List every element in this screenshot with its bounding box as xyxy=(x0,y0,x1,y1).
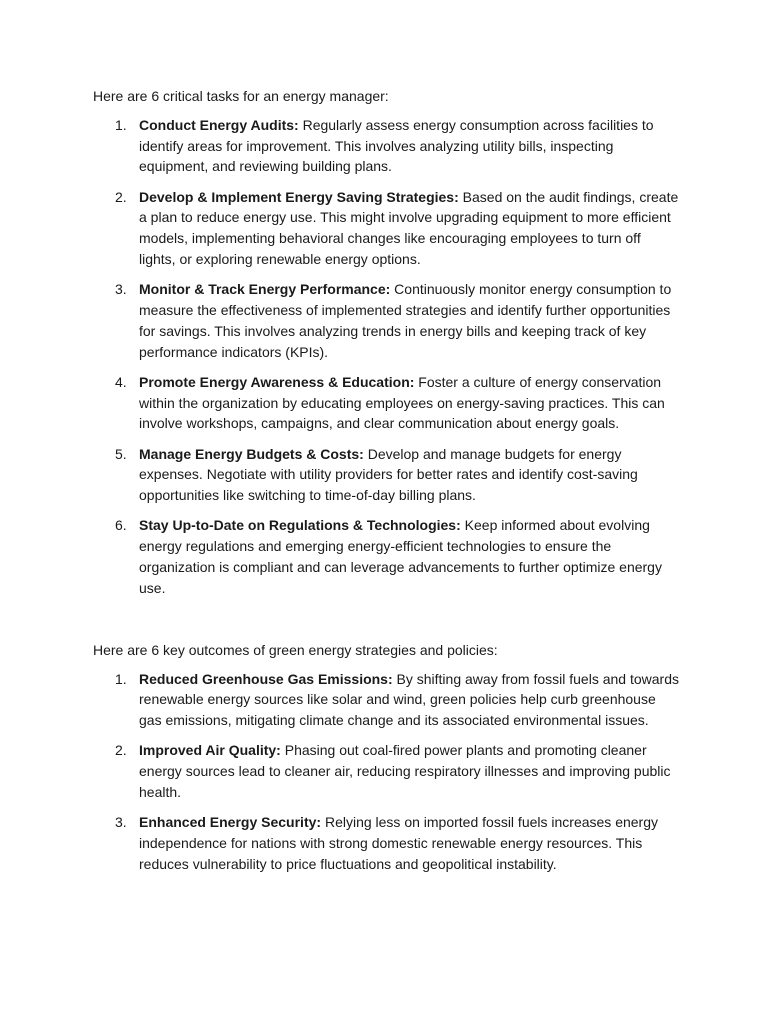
item-heading: Reduced Greenhouse Gas Emissions: xyxy=(139,670,393,687)
list-item xyxy=(93,279,679,362)
list-item xyxy=(93,187,679,270)
list-item xyxy=(93,515,679,598)
item-number: 6. xyxy=(115,517,127,534)
item-heading: Improved Air Quality: xyxy=(139,742,281,759)
item-heading: Monitor & Track Energy Performance: xyxy=(139,281,391,298)
task-list xyxy=(93,115,679,599)
list-item xyxy=(93,115,679,177)
item-text: Relying less on imported fossil fuels increases energy independence for nations with strong domestic renewable energy resources. This reduces vulnerability to price fluctuations and geopolitical instability. xyxy=(139,814,658,872)
item-heading: Develop & Implement Energy Saving Strategies: xyxy=(139,188,459,205)
section-intro-outcomes: Here are 6 key outcomes of green energy strategies and policies: xyxy=(93,641,498,658)
list-item xyxy=(93,444,679,506)
item-number: 1. xyxy=(115,670,127,687)
item-number: 3. xyxy=(115,814,127,831)
item-heading: Conduct Energy Audits: xyxy=(139,116,299,133)
item-text: Phasing out coal-fired power plants and promoting cleaner energy sources lead to cleaner air, reducing respiratory illnesses and improving public health. xyxy=(139,742,671,801)
item-heading: Stay Up-to-Date on Regulations & Technologies: xyxy=(139,517,461,534)
outcome-list xyxy=(93,669,679,875)
item-number: 1. xyxy=(115,116,127,133)
item-text: Develop and manage budgets for energy expenses. Negotiate with utility providers for better rates and identify cost-saving opportunities like switching to time-of-day billing plans. xyxy=(139,445,638,504)
item-number: 4. xyxy=(115,373,127,390)
item-number: 2. xyxy=(115,188,127,205)
list-item xyxy=(93,812,679,874)
item-text: By shifting away from fossil fuels and towards renewable energy sources like solar and wind, green policies help curb greenhouse gas emissions, mitigating climate change and its associated environmental issues. xyxy=(139,670,679,729)
item-text: Continuously monitor energy consumption to measure the effectiveness of implemented strategies and identify further opportunities for savings. This involves analyzing trends in energy bills and keeping track of key performance indicators (KPIs). xyxy=(139,281,672,360)
section-spacer xyxy=(93,608,679,640)
item-text: Foster a culture of energy conservation within the organization by educating employees on energy-saving practices. This can involve workshops, campaigns, and clear communication about energy goals. xyxy=(139,373,665,432)
item-text: Keep informed about evolving energy regulations and emerging energy-efficient technologies to ensure the organization is compliant and can leverage advancements to further optimize energy use. xyxy=(139,517,662,596)
list-item xyxy=(93,372,679,434)
item-text: Based on the audit findings, create a plan to reduce energy use. This might involve upgrading equipment to more efficient models, implementing behavioral changes like encouraging employees to turn off lights, or exploring renewable energy options. xyxy=(139,188,679,267)
item-number: 3. xyxy=(115,281,127,298)
item-heading: Promote Energy Awareness & Education: xyxy=(139,373,415,390)
item-number: 2. xyxy=(115,742,127,759)
section-intro-tasks: Here are 6 critical tasks for an energy manager: xyxy=(93,88,389,104)
list-item xyxy=(93,669,679,731)
item-heading: Manage Energy Budgets & Costs: xyxy=(139,445,364,462)
item-number: 5. xyxy=(115,445,127,462)
list-item xyxy=(93,740,679,802)
item-heading: Enhanced Energy Security: xyxy=(139,814,322,831)
item-text: Regularly assess energy consumption across facilities to identify areas for improvement. This involves analyzing utility bills, inspecting equipment, and reviewing building plans. xyxy=(139,116,654,175)
document-page xyxy=(93,86,679,884)
